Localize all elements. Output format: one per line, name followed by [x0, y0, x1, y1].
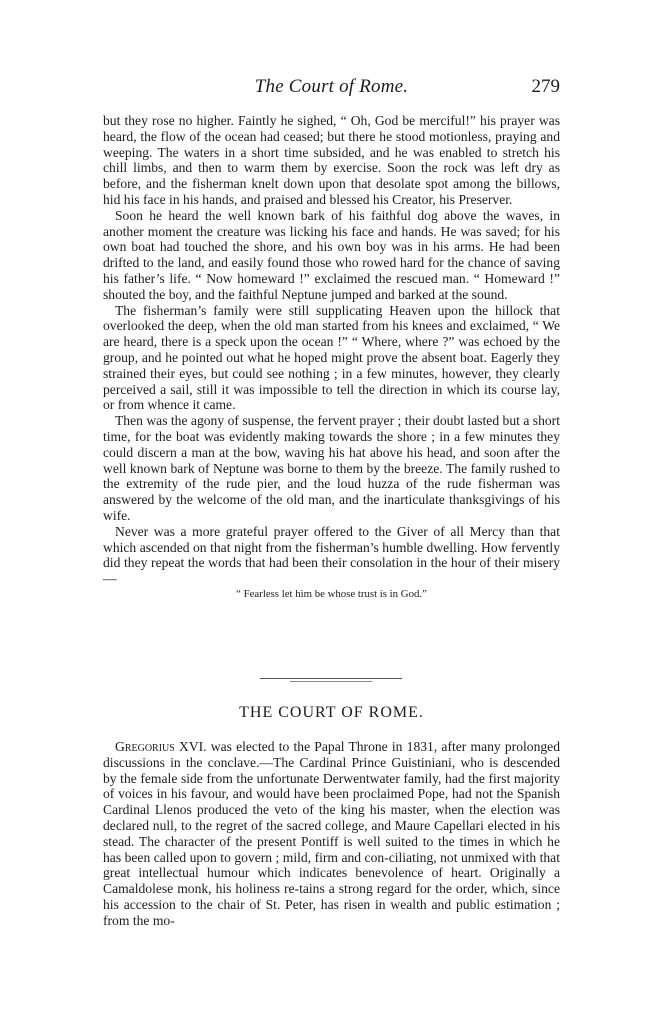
paragraph: Soon he heard the well known bark of his faithful dog above the waves, in another moment the creature was licking his face and hands. He was saved; for his own boat had touched the shore, and his own boy was in his arms. He had been drifted to the land, and easily found those who rowed hard for the chance of saving his father’s life. “ Now homeward !” exclaimed the rescued man. “ Homeward !” shouted the boy, and the faithful Neptune jumped and barked at the sound.	[103, 207, 560, 302]
paragraph: Never was a more grateful prayer offered to the Giver of all Mercy than that which ascended on that night from the fisherman’s humble dwelling. How fervently did they repeat the words that had been their consolation in the hour of their misery—	[103, 523, 560, 587]
paragraph: Then was the agony of suspense, the fervent prayer ; their doubt lasted but a short time, for the boat was evidently making towards the shore ; in a few minutes they could discern a man at the bow, waving his hat above his head, and soon after the well known bark of Neptune was borne to them by the breeze. The family rushed to the extremity of the rude pier, and the loud huzza of the rude fisherman was answered by the welcome of the old man, and the inarticulate thanksgivings of his wife.	[103, 413, 560, 523]
closing-quote: “ Fearless let him be whose trust is in God.”	[236, 587, 427, 600]
story-text	[103, 113, 560, 601]
section-heading: THE COURT OF ROME.	[239, 704, 424, 721]
paragraph: The fisherman’s family were still supplicating Heaven upon the hillock that overlooked the deep, when the old man started from his knees and exclaimed, “ We are heard, there is a speck upon the ocean !” “ Where, where ?” was echoed by the group, and he pointed out what he hoped might prove the absent boat. Eagerly they strained their eyes, but could see nothing ; in a few minutes, however, they clearly perceived a sail, still it was impossible to tell the direction in which its course lay, or from whence it came.	[103, 302, 560, 413]
section-text	[103, 739, 560, 929]
running-title: The Court of Rome.	[254, 76, 409, 97]
section-divider	[260, 678, 402, 679]
paragraph: but they rose no higher. Faintly he sighed, “ Oh, God be merciful!” his prayer was heard, the flow of the ocean had ceased; but there he stood motionless, praying and weeping. The waters in a short time subsided, and he was enabled to stretch his chill limbs, and then to warm them by exercise. Soon the rock was left dry as before, and the fisherman knelt down upon that desolate spot among the billows, hid his face in his hands, and praised and blessed his Creator, his Preserver.	[103, 113, 560, 207]
page-number: 279	[531, 76, 560, 97]
page-header	[103, 76, 560, 98]
paragraph-rest: XVI. was elected to the Papal Throne in 1831, after many prolonged discussions in the conclave.—The Cardinal Prince Guistiniani, who is descended by the female side from the unfortunate Derwentwater family, had the first majority of voices in his favour, and would have been proclaimed Pope, had not the Spanish Cardinal Llenos produced the veto of the king his master, when the election was declared null, to the regret of the sacred college, and Maure Capellari elected in his stead. The character of the present Pontiff is well suited to the times in which he has been called upon to govern ; mild, firm and con-ciliating, not unmixed with that great intellectual humour which indicates benevolence of heart. Originally a Camaldolese monk, his holiness re-tains a strong regard for the order, which, since his accession to the chair of St. Peter, has risen in wealth and public estimation ; from the mo-	[103, 739, 560, 928]
lead-name: Gregorius	[115, 739, 175, 754]
section-divider-short	[290, 681, 372, 682]
paragraph	[103, 739, 560, 929]
